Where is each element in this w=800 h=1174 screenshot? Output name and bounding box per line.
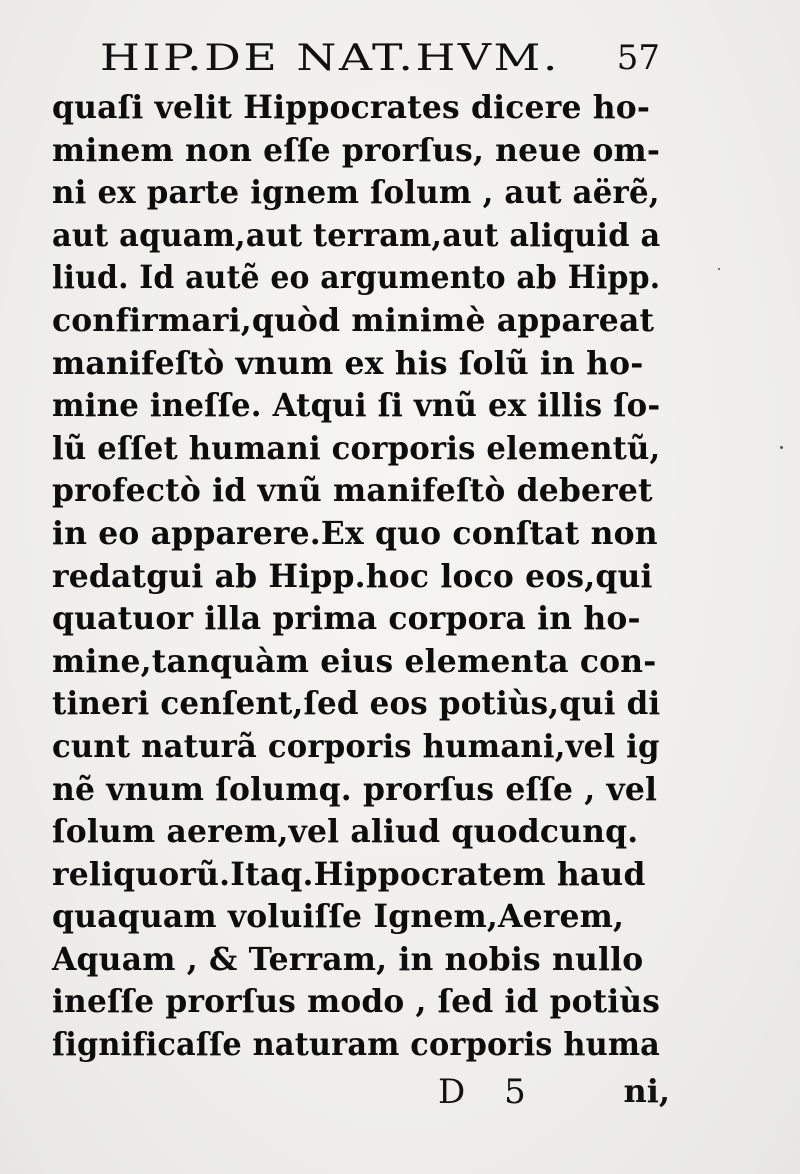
- page-footer: [60, 1072, 670, 1122]
- text-line: manifeſtò vnum ex his ſolũ in ho-: [52, 343, 644, 382]
- text-line: profectò id vnũ manifeſtò deberet: [52, 471, 653, 510]
- text-line: Aquam , & Terram, in nobis nullo: [52, 939, 644, 978]
- text-line: cunt naturã corporis humani,vel ig: [52, 726, 660, 765]
- ink-speck: [780, 446, 783, 449]
- running-title: HIP.DE NAT.HVM.: [100, 38, 560, 79]
- text-line: lũ eſſet humani corporis elementũ,: [52, 428, 661, 467]
- text-line: quatuor illa prima corpora in ho-: [52, 599, 641, 638]
- text-line: ni ex parte ignem ſolum , aut aërẽ,: [52, 173, 660, 212]
- text-line: reliquorũ.Itaq.Hippocratem haud: [52, 854, 646, 893]
- text-line: minem non eſſe prorſus, neue om-: [52, 130, 661, 169]
- text-line: ſolum aerem,vel aliud quodcunq.: [52, 812, 639, 851]
- page-number: 57: [616, 38, 660, 78]
- body-text: [52, 86, 672, 1066]
- text-line: nẽ vnum ſolumq. prorſus eſſe , vel: [52, 769, 658, 808]
- ink-speck: [718, 268, 720, 270]
- text-line: quaſi velit Hippocrates dicere ho-: [52, 88, 651, 126]
- text-line: mine,tanquàm eius elementa con-: [52, 641, 657, 680]
- text-line: redatgui ab Hipp.hoc loco eos,qui: [52, 556, 653, 595]
- text-line: aut aquam,aut terram,aut aliquid a: [52, 215, 661, 254]
- text-line: liud. Id autẽ eo argumento ab Hipp.: [52, 258, 661, 297]
- text-line: tineri cenſent,ſed eos potiùs,qui di: [52, 684, 661, 723]
- catchword: ni,: [623, 1072, 670, 1110]
- text-line: ineſſe prorſus modo , ſed id potiùs: [52, 982, 661, 1021]
- text-line: quaquam voluiſſe Ignem,Aerem,: [52, 897, 625, 936]
- text-line: confirmari,quòd minimè appareat: [52, 300, 655, 339]
- signature-mark: D 5: [438, 1072, 540, 1112]
- text-line: ſignificaſſe naturam corporis huma: [52, 1025, 661, 1064]
- text-line: in eo apparere.Ex quo conſtat non: [52, 513, 658, 552]
- text-line: mine ineſſe. Atqui ſi vnũ ex illis ſo-: [52, 386, 661, 425]
